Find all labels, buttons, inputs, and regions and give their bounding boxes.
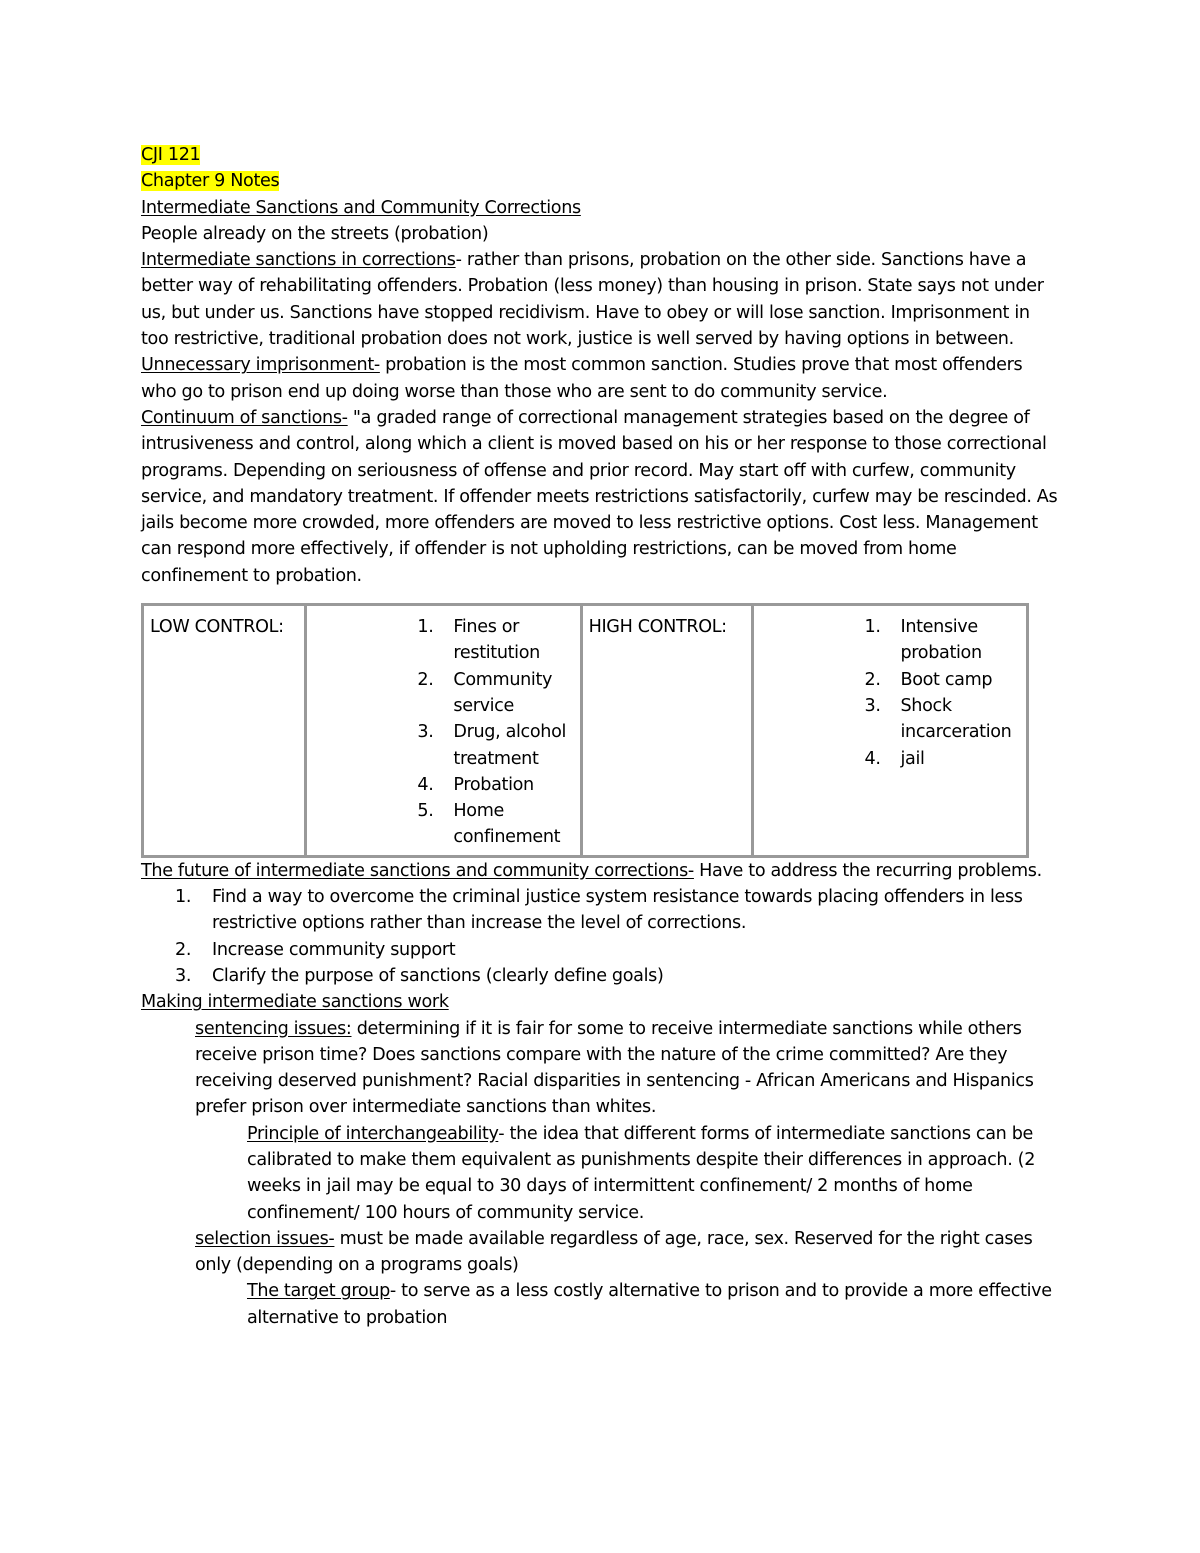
low-control-label: LOW CONTROL: — [143, 605, 306, 857]
unnecessary-imprisonment-paragraph: Unnecessary imprisonment- probation is the most common sanction. Studies prove that most offenders who go to prison end up doing worse than those who are sent to do community service. — [141, 355, 1023, 402]
course-code: CJI 121 — [141, 145, 201, 165]
list-item: Community service — [453, 669, 553, 716]
term: sentencing issues: — [195, 1018, 352, 1039]
interchangeability-paragraph: Principle of interchangeability- the idea that different forms of intermediate sanctions can be calibrated to make them equivalent as punishments despite their differences in approach. (2 weeks in jail may be equal to 30 days of intermittent confinement/ 2 months of home confinement/ 100 hours of community service. — [247, 1123, 1036, 1223]
list-item: jail — [900, 748, 925, 769]
list-item: Boot camp — [900, 669, 993, 690]
continuum-paragraph: Continuum of sanctions- "a graded range of correctional management strategies based on the degree of intrusiveness and control, along which a client is moved based on his or her response to those correctional programs. Depending on seriousness of offense and prior record. May start off with curfew, community service, and mandatory treatment. If offender meets restrictions satisfactorily, curfew may be rescinded. As jails become more crowded, more offenders are moved to less restrictive options. Cost less. Management can respond more effectively, if offender is not upholding restrictions, can be moved from home confinement to probation. — [141, 407, 1058, 586]
future-list — [141, 884, 1061, 989]
term: Unnecessary imprisonment- — [141, 355, 380, 376]
high-control-list-cell — [753, 605, 1028, 857]
list-item: Home confinement — [453, 801, 561, 848]
intro-line: People already on the streets (probation) — [141, 223, 489, 244]
term: selection issues- — [195, 1228, 335, 1249]
selection-issues-paragraph: selection issues- must be made available regardless of age, race, sex. Reserved for the right cases only (depending on a programs goals) — [195, 1228, 1033, 1276]
term: The target group — [247, 1281, 390, 1302]
high-control-label: HIGH CONTROL: — [581, 605, 753, 857]
list-item: Probation — [453, 774, 534, 795]
sentencing-issues-paragraph: sentencing issues: determining if it is fair for some to receive intermediate sanctions while others receive prison time? Does sanctions compare with the nature of the crime committed? Are they receiving deserved punishment? Racial disparities in sentencing - African Americans and Hispanics prefer prison over intermediate sanctions than whites. — [195, 1018, 1034, 1118]
list-item: Increase community support — [212, 939, 456, 960]
control-table — [141, 603, 1029, 858]
term: The future of intermediate sanctions and community corrections- — [141, 860, 694, 881]
term: Principle of interchangeability — [247, 1123, 499, 1144]
term: Intermediate sanctions in corrections — [141, 250, 456, 271]
list-item: Drug, alcohol treatment — [453, 722, 567, 769]
high-control-list — [760, 614, 1020, 772]
term: Continuum of sanctions- — [141, 407, 348, 428]
list-item: Fines or restitution — [453, 617, 540, 664]
low-control-list — [313, 614, 573, 851]
future-paragraph: The future of intermediate sanctions and community corrections- Have to address the recurring problems. — [141, 860, 1042, 881]
intermediate-sanctions-paragraph: Intermediate sanctions in corrections- rather than prisons, probation on the other side. Sanctions have a better way of rehabilitating offenders. Probation (less money) than housing in prison. State says not under us, but under us. Sanctions have stopped recidivism. Have to obey or will lose sanction. Imprisonment in too restrictive, traditional probation does not work, justice is well served by having options in between. — [141, 250, 1044, 350]
low-control-list-cell — [306, 605, 581, 857]
list-item: Intensive probation — [900, 617, 982, 664]
list-item: Shock incarceration — [900, 695, 1012, 743]
chapter-title: Chapter 9 Notes — [141, 171, 280, 192]
target-group-paragraph: The target group- to serve as a less costly alternative to prison and to provide a more effective alternative to probation — [247, 1281, 1052, 1328]
document-page — [141, 142, 1061, 1331]
section-title: Intermediate Sanctions and Community Corrections — [141, 197, 581, 218]
making-heading: Making intermediate sanctions work — [141, 992, 449, 1013]
list-item: Clarify the purpose of sanctions (clearly define goals) — [212, 965, 664, 986]
list-item: Find a way to overcome the criminal justice system resistance towards placing offenders in less restrictive options rather than increase the level of corrections. — [212, 887, 1023, 934]
